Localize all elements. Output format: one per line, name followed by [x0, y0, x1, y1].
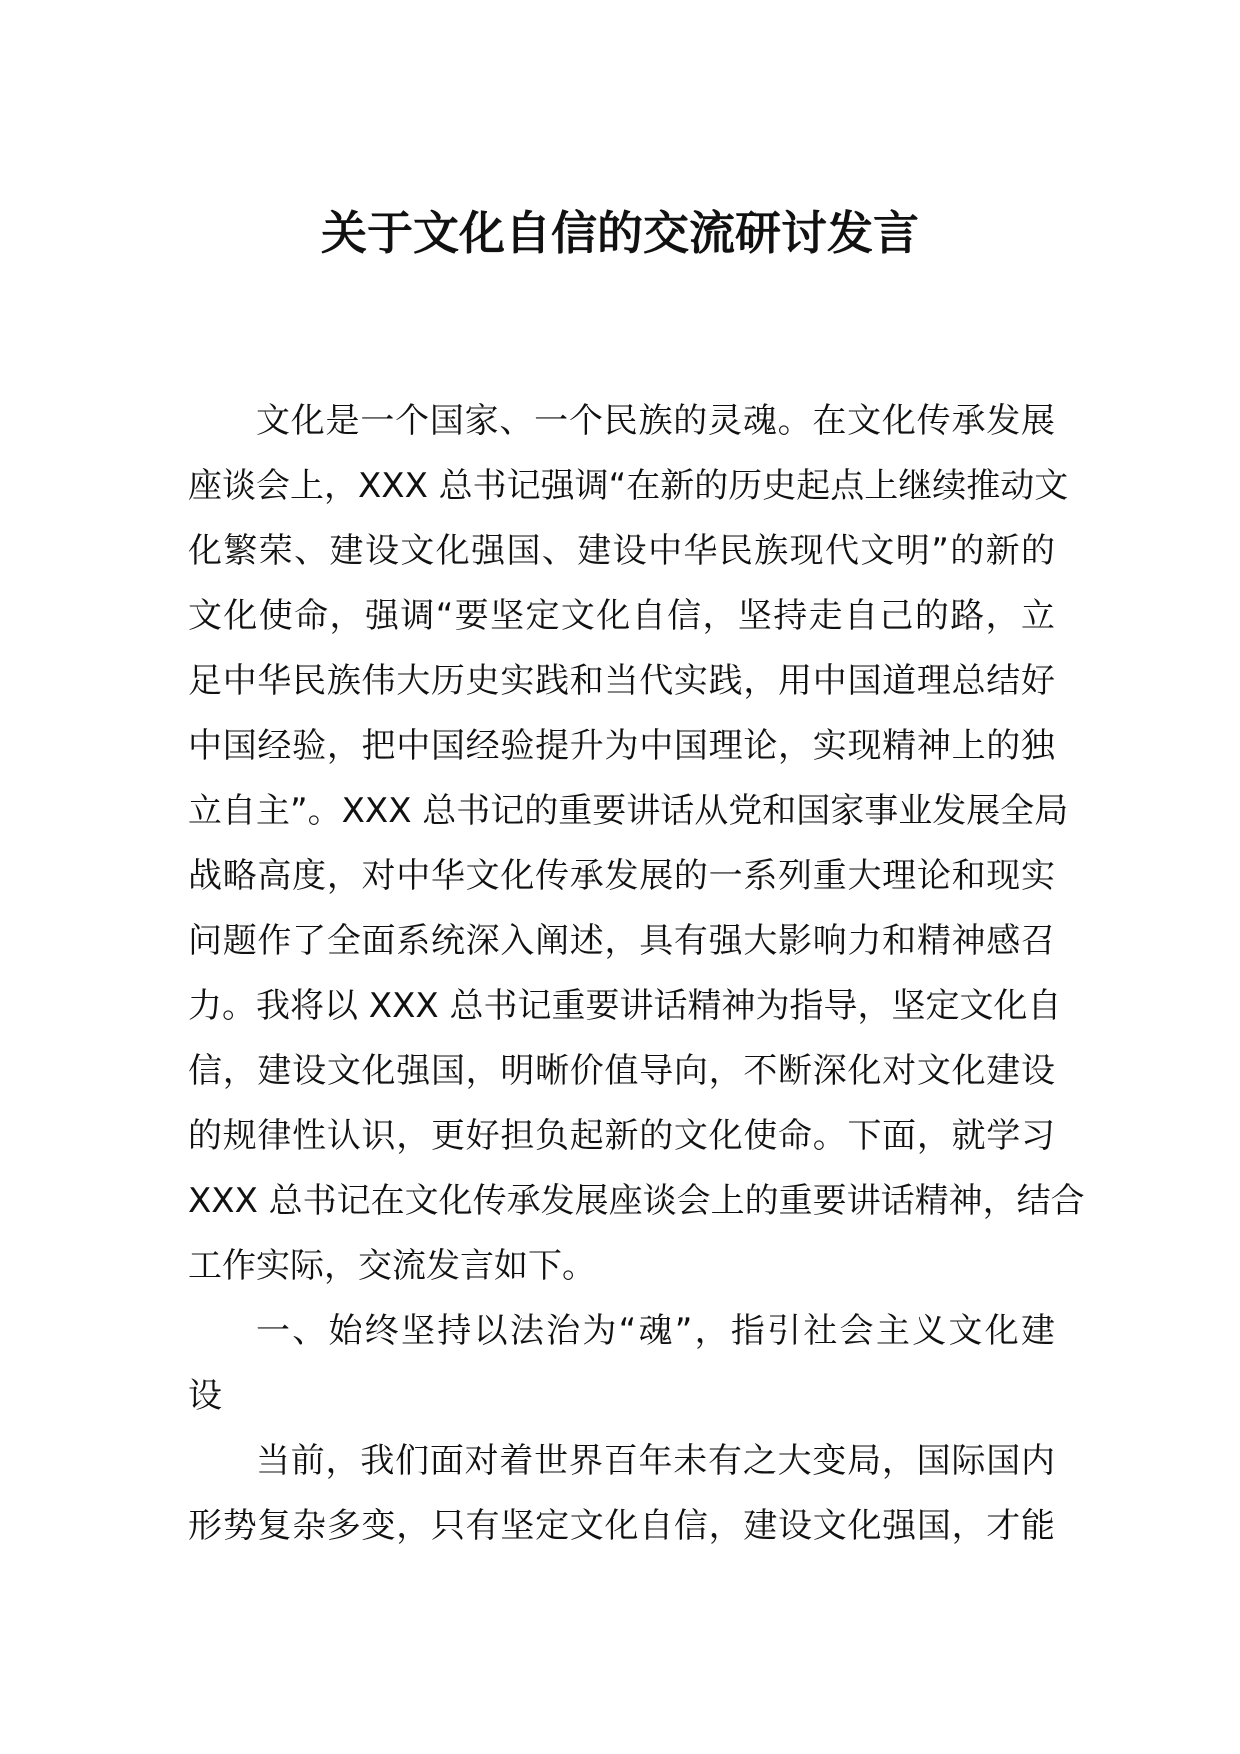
paragraph-1-line-9: 问题作了全面系统深入阐述，具有强大影响力和精神感召: [188, 921, 1055, 961]
paragraph-1-line-7: 立自主”。XXX 总书记的重要讲话从党和国家事业发展全局: [188, 791, 1069, 831]
paragraph-1-line-11: 信，建设文化强国，明晰价值导向，不断深化对文化建设: [188, 1051, 1055, 1091]
paragraph-1-line-1: 文化是一个国家、一个民族的灵魂。在文化传承发展: [256, 401, 1055, 441]
paragraph-1-line-12: 的规律性认识，更好担负起新的文化使命。下面，就学习: [188, 1116, 1055, 1156]
paragraph-1-line-14: 工作实际，交流发言如下。: [188, 1246, 596, 1286]
paragraph-1-line-4: 文化使命，强调“要坚定文化自信，坚持走自己的路，立: [188, 596, 1055, 636]
paragraph-2-line-2: 形势复杂多变，只有坚定文化自信，建设文化强国，才能: [188, 1506, 1055, 1546]
paragraph-1-line-13: XXX 总书记在文化传承发展座谈会上的重要讲话精神，结合: [188, 1181, 1085, 1221]
paragraph-1-line-2: 座谈会上，XXX 总书记强调“在新的历史起点上继续推动文: [188, 466, 1069, 506]
document-body: [188, 389, 1085, 1559]
paragraph-1-line-3: 化繁荣、建设文化强国、建设中华民族现代文明”的新的: [188, 531, 1055, 571]
paragraph-2-line-1: 当前，我们面对着世界百年未有之大变局，国际国内: [256, 1441, 1055, 1481]
paragraph-1-line-10: 力。我将以 XXX 总书记重要讲话精神为指导，坚定文化自: [188, 986, 1062, 1026]
paragraph-1-line-6: 中国经验，把中国经验提升为中国理论，实现精神上的独: [188, 726, 1055, 766]
section-heading-1-line-2: 设: [188, 1376, 222, 1416]
paragraph-1-line-5: 足中华民族伟大历史实践和当代实践，用中国道理总结好: [188, 661, 1055, 701]
paragraph-1-line-8: 战略高度，对中华文化传承发展的一系列重大理论和现实: [188, 856, 1055, 896]
document-title: 关于文化自信的交流研讨发言: [321, 206, 919, 260]
section-heading-1-line-1: 一、始终坚持以法治为“魂”，指引社会主义文化建: [256, 1311, 1055, 1351]
